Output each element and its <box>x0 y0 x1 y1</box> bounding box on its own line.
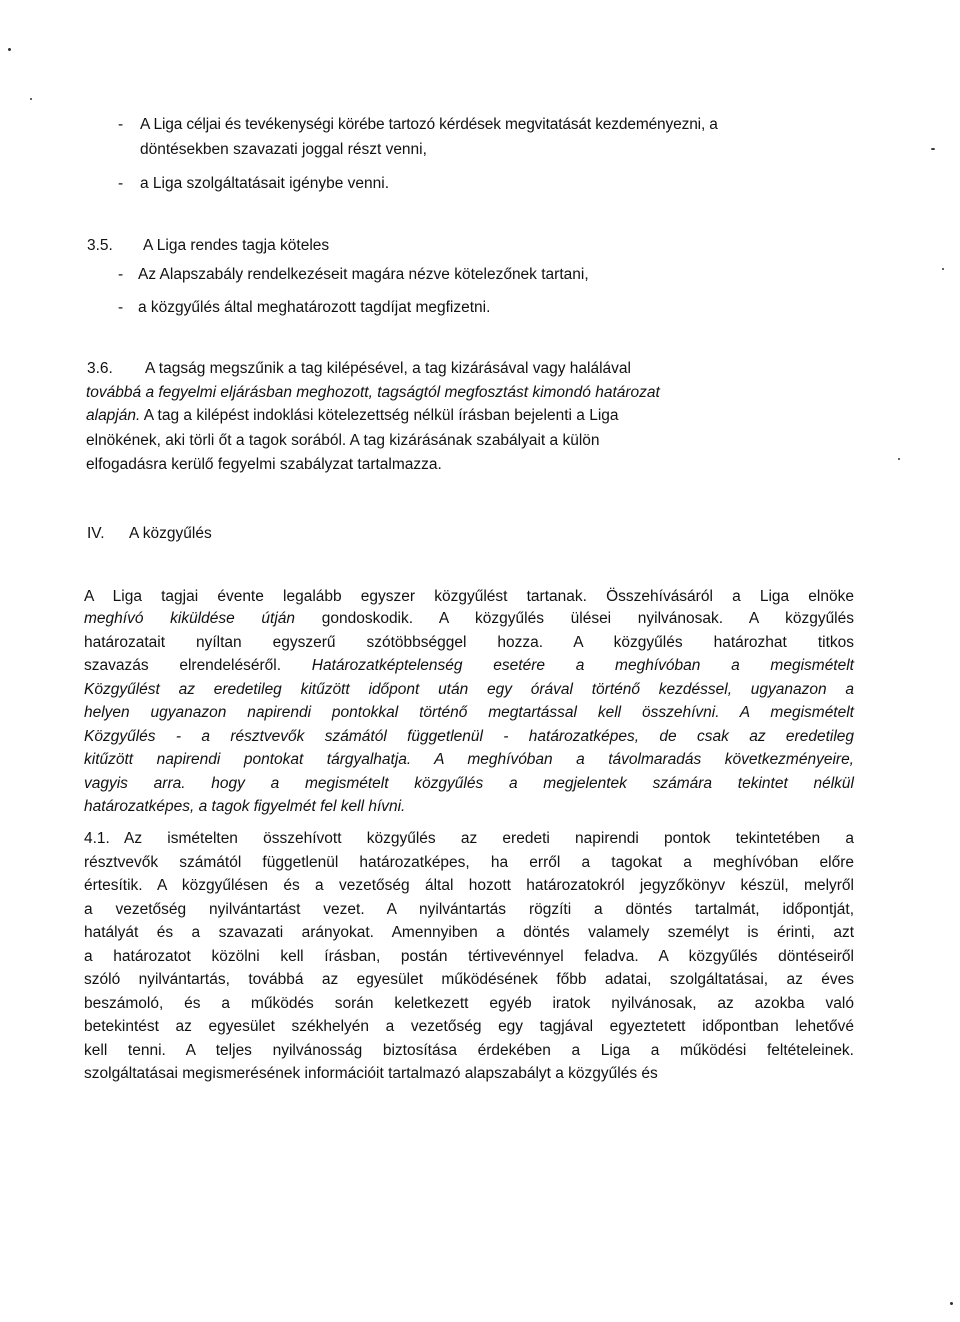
paragraph-line <box>86 406 619 426</box>
paragraph-text: Az ismételten összehívott közgyűlés az eredeti napirendi pontok tekintetében a <box>124 830 854 847</box>
list-dash: - <box>118 175 124 192</box>
paragraph-text: Közgyűlést az eredetileg kitűzött időpont után egy órával történő kezdéssel, ugyanazon a <box>84 681 854 698</box>
list-item-text: a Liga szolgáltatásait igénybe venni. <box>140 175 390 192</box>
section-number: 4.1. <box>84 830 110 847</box>
paragraph-line <box>84 1064 854 1084</box>
paragraph-text: hatályát és a szavazati arányokat. Amennyiben a döntés valamely személyt is érinti, azt <box>84 924 854 941</box>
list-item-text: A Liga céljai és tevékenységi körébe tartozó kérdések megvitatását kezdeményezni, a <box>140 116 718 133</box>
paragraph-line <box>84 876 854 896</box>
scan-speck <box>898 458 900 460</box>
paragraph-line <box>84 1041 854 1061</box>
paragraph-text: elnökének, aki törli őt a tagok sorából. A tag kizárásának szabályait a külön <box>86 432 600 449</box>
paragraph-line <box>84 587 854 607</box>
paragraph-text: szolgáltatásai megismerésének információit tartalmazó alapszabályt a közgyűlés és <box>84 1065 658 1082</box>
paragraph-text: a határozatot közölni kell írásban, postán tértivevénnyel feladva. A közgyűlés döntéseiről <box>84 948 854 965</box>
scan-speck <box>942 268 944 270</box>
paragraph-text: kell tenni. A teljes nyilvánosság biztosítása érdekében a Liga a működési feltételeinek. <box>84 1042 854 1059</box>
paragraph-line <box>84 656 854 676</box>
paragraph-text: szavazás elrendeléséről. <box>84 657 282 674</box>
scan-speck <box>931 148 935 150</box>
section-number: 3.5. <box>87 237 113 254</box>
paragraph-line <box>84 970 854 990</box>
paragraph-line <box>84 774 854 794</box>
paragraph-line <box>84 797 854 817</box>
paragraph-text-italic: alapján. <box>86 407 141 424</box>
list-dash: - <box>118 116 124 133</box>
paragraph-line <box>84 750 854 770</box>
scan-speck <box>950 1302 953 1305</box>
paragraph-text: kitűzött napirendi pontokat tárgyalhatja. A meghívóban a távolmaradás következményeire, <box>84 751 854 768</box>
paragraph-line <box>124 829 854 849</box>
paragraph-text: A Liga tagjai évente legalább egyszer közgyűlést tartanak. Összehívásáról a Liga elnöke <box>84 588 854 605</box>
paragraph-text: határozatképes, a tagok figyelmét fel kell hívni. <box>84 798 406 815</box>
paragraph-text: értesítik. A közgyűlésen és a vezetőség által hozott határozatokról jegyzőkönyv készül, melyről <box>84 877 854 894</box>
paragraph-text: résztvevők számától függetlenül határozatképes, ha erről a tagokat a meghívóban előre <box>84 854 854 871</box>
paragraph-text: elfogadásra kerülő fegyelmi szabályzat tartalmazza. <box>86 456 442 473</box>
paragraph-line <box>84 1017 854 1037</box>
section-heading: A Liga rendes tagja köteles <box>143 237 330 254</box>
paragraph-line <box>84 900 854 920</box>
section-number: IV. <box>87 525 105 542</box>
paragraph-text: betekintést az egyesület székhelyén a vezetőség egy tagjával egyeztetett időpontban lehetővé <box>84 1018 854 1035</box>
paragraph-text: beszámoló, és a működés során keletkezett egyéb iratok nyilvánosak, az azokba való <box>84 995 854 1012</box>
paragraph-text: továbbá a fegyelmi eljárásban meghozott, tagságtól megfosztást kimondó határozat <box>86 384 660 401</box>
list-dash: - <box>118 266 124 283</box>
paragraph-line <box>84 853 854 873</box>
list-dash: - <box>118 299 124 316</box>
section-number: 3.6. <box>87 360 113 377</box>
paragraph-line <box>84 727 854 747</box>
paragraph-text: vagyis arra. hogy a megismételt közgyűlés a megjelentek számára tekintet nélkül <box>84 775 854 792</box>
paragraph-line <box>84 703 854 723</box>
paragraph-line <box>84 633 854 653</box>
paragraph-text: A tag a kilépést indoklási kötelezettség nélkül írásban bejelenti a Liga <box>143 407 619 424</box>
paragraph-text-italic: Határozatképtelenség esetére a meghívóban a megismételt <box>311 657 854 674</box>
section-title: A közgyűlés <box>129 525 212 542</box>
paragraph-text: gondoskodik. A közgyűlés ülései nyilvánosak. A közgyűlés <box>321 610 854 627</box>
scan-speck <box>8 48 11 51</box>
paragraph-text: a vezetőség nyilvántartást vezet. A nyilvántartás rögzíti a döntés tartalmát, időpontját, <box>84 901 854 918</box>
paragraph-line <box>84 609 854 629</box>
paragraph-text: helyen ugyanazon napirendi pontokkal történő megtartással kell összehívni. A megismételt <box>84 704 854 721</box>
paragraph-text-italic: meghívó kiküldése útján <box>84 610 296 627</box>
scan-speck <box>30 98 32 100</box>
paragraph-text: szóló nyilvántartás, továbbá az egyesület működésének főbb adatai, szolgáltatásai, az éves <box>84 971 854 988</box>
paragraph-line <box>84 947 854 967</box>
paragraph-text: Közgyűlés - a résztvevők számától függetlenül - határozatképes, de csak az eredetileg <box>84 728 854 745</box>
paragraph-text: határozatait nyíltan egyszerű szótöbbséggel hozza. A közgyűlés határozhat titkos <box>84 634 854 651</box>
list-item-text: döntésekben szavazati joggal részt venni, <box>140 141 427 158</box>
list-item-text: a közgyűlés által meghatározott tagdíjat megfizetni. <box>138 299 491 316</box>
paragraph-line <box>84 923 854 943</box>
paragraph-text: A tagság megszűnik a tag kilépésével, a tag kizárásával vagy halálával <box>145 360 631 377</box>
paragraph-line <box>84 994 854 1014</box>
paragraph-line <box>84 680 854 700</box>
list-item-text: Az Alapszabály rendelkezéseit magára nézve kötelezőnek tartani, <box>138 266 589 283</box>
